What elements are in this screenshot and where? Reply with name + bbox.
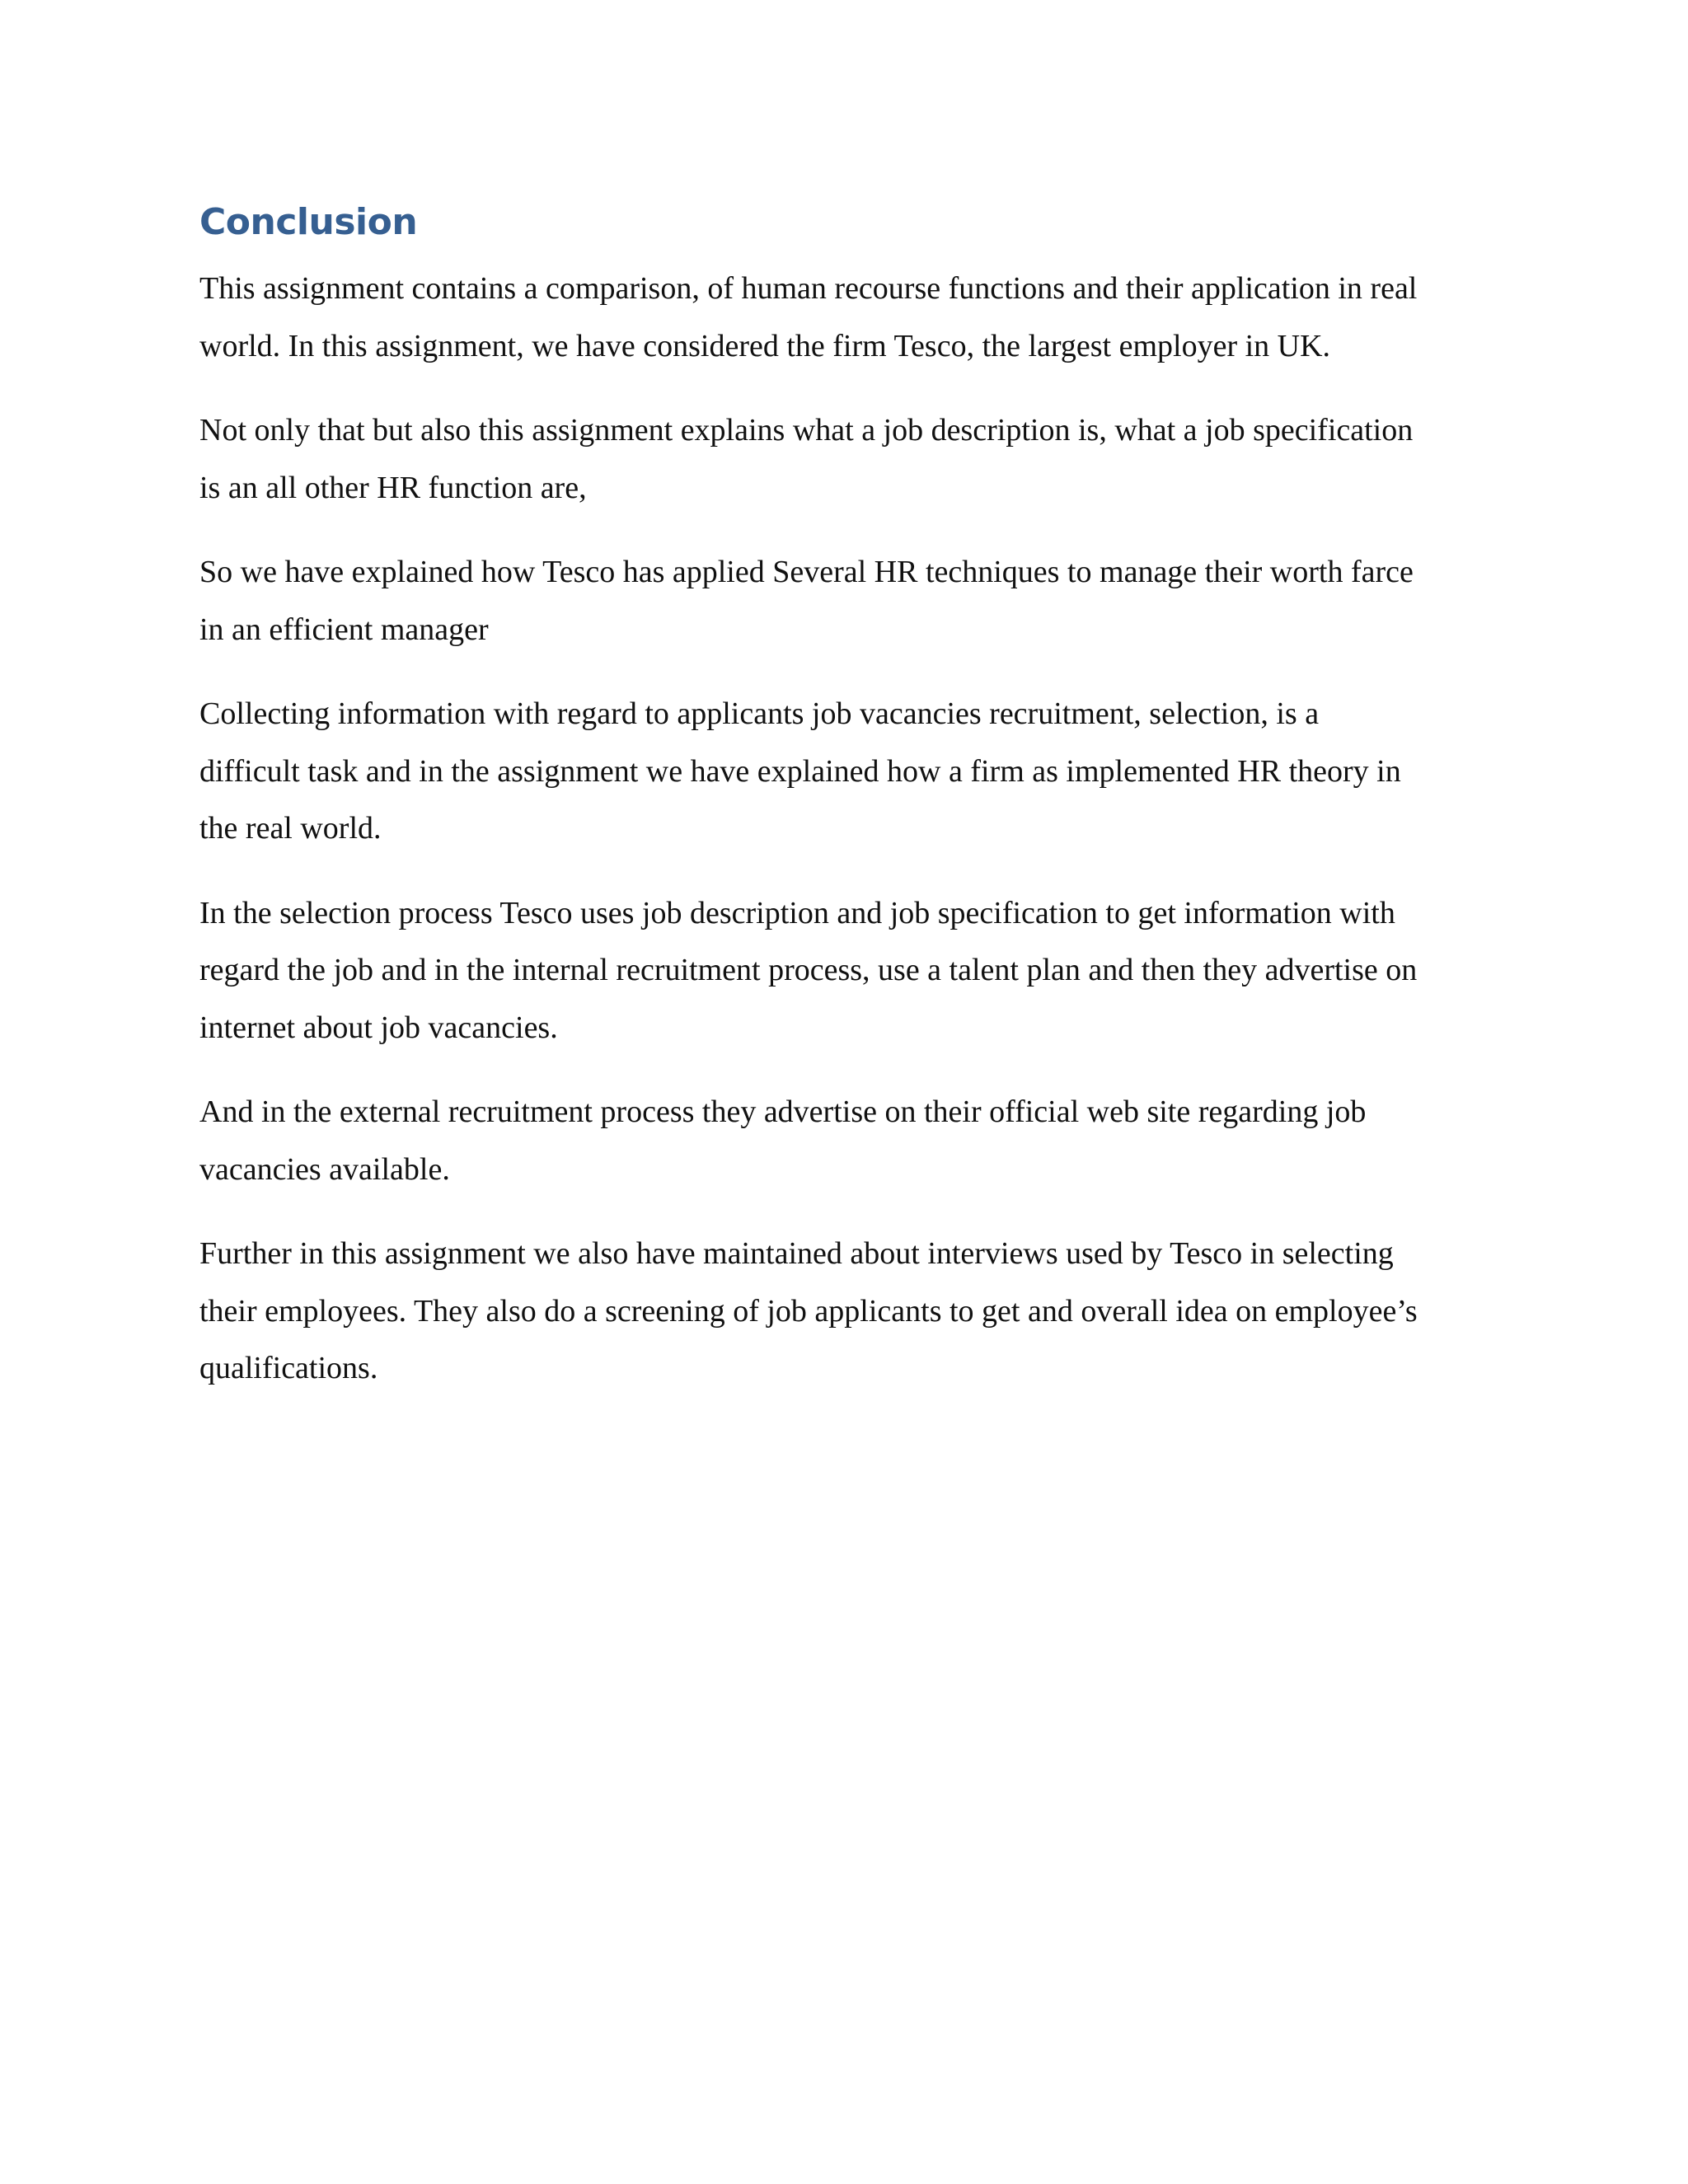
paragraph-3: So we have explained how Tesco has applied Several HR techniques to manage their worth farce in an efficient manager [199,555,1414,647]
paragraph-7: Further in this assignment we also have maintained about interviews used by Tesco in selecting their employees. They also do a screening of job applicants to get and overall idea on employee’s qualifications. [199,1236,1418,1385]
paragraph-1: This assignment contains a comparison, of human recourse functions and their application in real world. In this assignment, we have considered the firm Tesco, the largest employer in UK. [199,271,1418,363]
paragraph-4: Collecting information with regard to applicants job vacancies recruitment, selection, is a difficult task and in the assignment we have explained how a firm as implemented HR theory in the real world. [199,696,1401,846]
paragraph-6: And in the external recruitment process they advertise on their official web site regarding job vacancies available. [199,1094,1367,1187]
section-heading: Conclusion [199,201,418,243]
paragraph-5: In the selection process Tesco uses job description and job specification to get information with regard the job and in the internal recruitment process, use a talent plan and then they advertise on internet about job vacancies. [199,895,1418,1045]
paragraph-2: Not only that but also this assignment explains what a job description is, what a job specification is an all other HR function are, [199,413,1414,505]
document-body [199,194,1502,1425]
